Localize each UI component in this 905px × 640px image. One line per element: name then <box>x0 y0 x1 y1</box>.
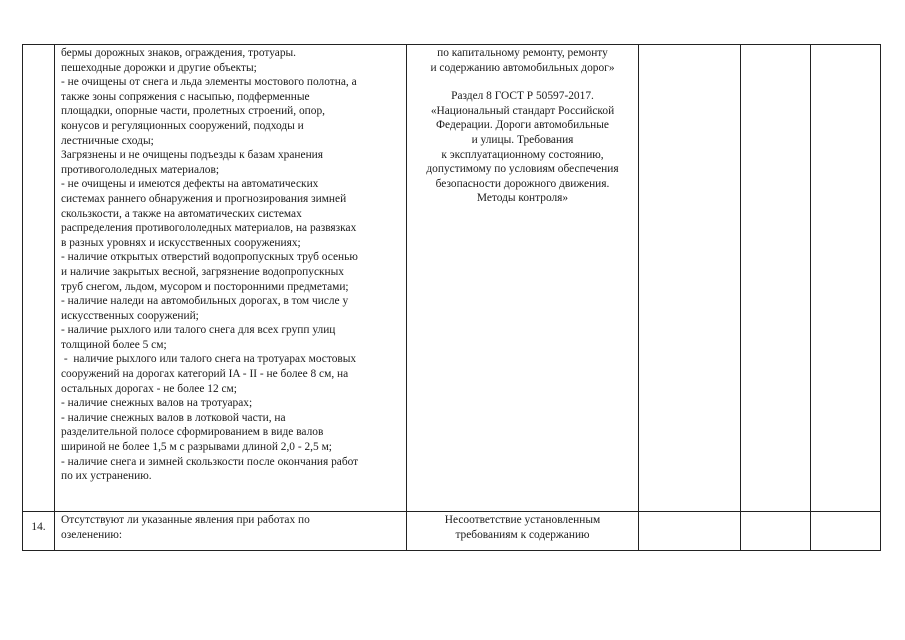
text-line: площадки, опорные части, пролетных строений, опор, <box>61 105 325 118</box>
reference-line: «Национальный стандарт Российской <box>430 104 615 117</box>
text-line: толщиной более 5 см; <box>61 338 167 351</box>
reference-line: допустимому по условиям обеспечения <box>426 163 619 176</box>
text-line: и наличие закрытых весной, загрязнение водопропускных <box>61 265 344 278</box>
answer-cell <box>741 45 811 512</box>
text-line: лестничные сходы; <box>61 134 154 147</box>
reference-line: Федерации. Дороги автомобильные <box>436 119 609 132</box>
reference-line: и улицы. Требования <box>471 133 574 146</box>
reference-line: требованиям к содержанию <box>455 528 590 541</box>
row-number-cell <box>23 45 55 512</box>
text-line: бермы дорожных знаков, ограждения, тротуары. <box>61 47 297 59</box>
text-line: - наличие снежных валов в лотковой части, на <box>61 411 286 424</box>
text-line: сооружений на дорогах категорий IA - II - не более 8 см, на <box>61 368 349 381</box>
text-line: остальных дорогах - не более 12 см; <box>61 382 237 395</box>
text-line: - наличие снега и зимней скользкости после окончания работ <box>61 455 359 468</box>
answer-cell <box>811 512 881 551</box>
text-line: Отсутствуют ли указанные явления при работах по <box>61 514 310 526</box>
reference-line: Методы контроля» <box>476 192 569 205</box>
requirement-text-cell <box>55 45 407 512</box>
text-line: - наличие снежных валов на тротуарах; <box>61 397 253 410</box>
text-line: Загрязнены и не очищены подъезды к базам хранения <box>61 149 324 162</box>
text-line: - наличие рыхлого или талого снега на тротуарах мостовых <box>61 353 357 366</box>
text-line: также зоны сопряжения с насыпью, подферменные <box>61 90 310 103</box>
answer-cell <box>639 45 741 512</box>
text-line: распределения противогололедных материалов, на развязках <box>61 222 357 235</box>
text-line: разделительной полосе сформированием в виде валов <box>61 426 324 439</box>
text-line: системах раннего обнаружения и прогнозирования зимней <box>61 192 347 205</box>
reference-line: к эксплуатационному состоянию, <box>441 148 604 161</box>
row-number-cell: 14. <box>23 512 55 551</box>
checklist-table <box>22 44 881 551</box>
text-line: шириной не более 1,5 м с разрывами длиной 2,0 - 2,5 м; <box>61 441 332 454</box>
normative-reference-cell <box>407 45 639 512</box>
text-line: - наличие наледи на автомобильных дорогах, в том числе у <box>61 295 349 308</box>
text-line: в разных уровнях и искусственных сооружениях; <box>61 236 301 249</box>
text-line: пешеходные дорожки и другие объекты; <box>61 61 257 74</box>
reference-line: Несоответствие установленным <box>444 514 601 526</box>
reference-line: Раздел 8 ГОСТ Р 50597-2017. <box>451 90 594 103</box>
text-line: - наличие рыхлого или талого снега для всех групп улиц <box>61 324 336 337</box>
text-line: по их устранению. <box>61 470 152 483</box>
reference-line: безопасности дорожного движения. <box>435 177 610 190</box>
text-line: - не очищены от снега и льда элементы мостового полотна, а <box>61 76 357 89</box>
text-line: озеленению: <box>61 528 123 541</box>
answer-cell <box>741 512 811 551</box>
answer-cell <box>639 512 741 551</box>
reference-line: по капитальному ремонту, ремонту <box>437 47 608 59</box>
text-line: труб снегом, льдом, мусором и посторонними предметами; <box>61 280 349 293</box>
text-line: - наличие открытых отверстий водопропускных труб осенью <box>61 251 358 264</box>
text-line: искусственных сооружений; <box>61 309 199 322</box>
text-line: конусов и регуляционных сооружений, подходы и <box>61 119 304 132</box>
table-row <box>23 45 881 512</box>
text-line: - не очищены и имеются дефекты на автоматических <box>61 178 319 191</box>
table-row <box>23 512 881 551</box>
text-line: противогололедных материалов; <box>61 163 220 176</box>
reference-line: и содержанию автомобильных дорог» <box>430 61 615 74</box>
normative-reference-cell <box>407 512 639 551</box>
answer-cell <box>811 45 881 512</box>
requirement-text-cell <box>55 512 407 551</box>
text-line: скользкости, а также на автоматических системах <box>61 207 302 220</box>
